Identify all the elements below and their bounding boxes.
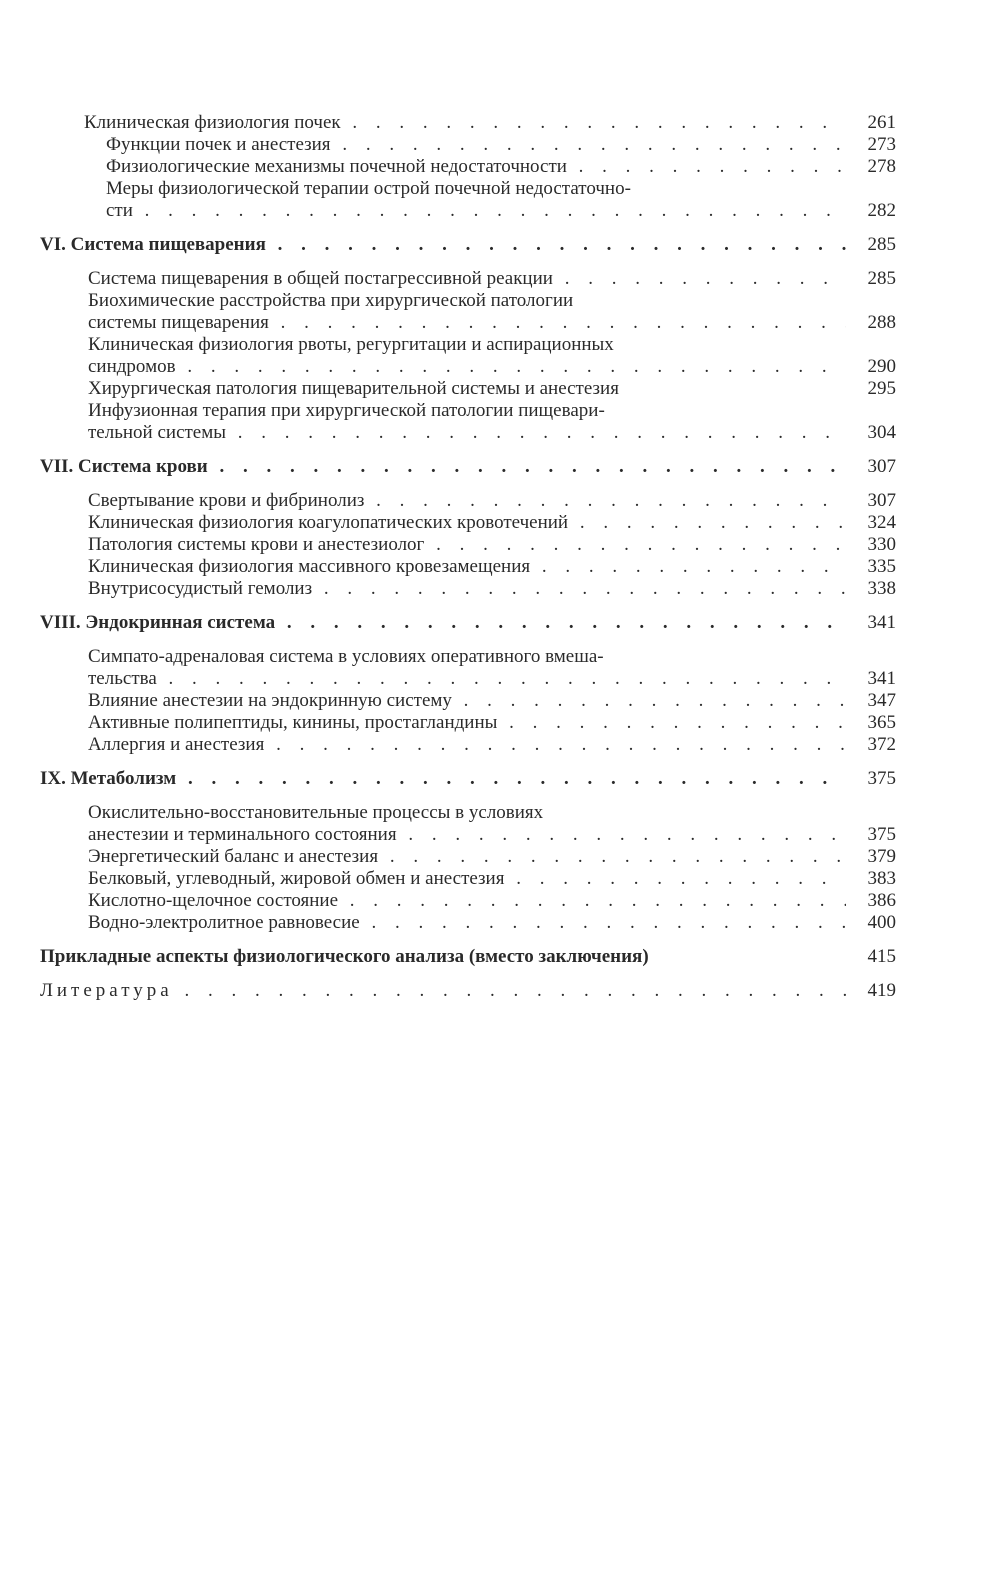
toc-entry-title: Патология системы крови и анестезиолог . . . bbox=[88, 534, 846, 556]
toc-chapter-page: 375 bbox=[867, 768, 896, 789]
toc-entry-page: 341 bbox=[867, 668, 896, 689]
toc-chapter[interactable] bbox=[40, 768, 896, 790]
toc-entry-title: анестезии и терминального состояния . . . bbox=[88, 824, 846, 846]
toc-entry-page: 273 bbox=[867, 134, 896, 155]
toc-entry[interactable] bbox=[40, 156, 896, 178]
toc-chapter-page: 341 bbox=[867, 612, 896, 633]
toc-chapter[interactable] bbox=[40, 612, 896, 634]
toc-chapter-title: VIII. Эндокринная система . . . bbox=[40, 612, 846, 634]
toc-entry[interactable] bbox=[40, 134, 896, 156]
toc-entry-page: 330 bbox=[867, 534, 896, 555]
toc-chapter-title: VII. Система крови . . . bbox=[40, 456, 846, 478]
toc-entry-page: 285 bbox=[867, 268, 896, 289]
toc-entry[interactable] bbox=[40, 200, 896, 222]
toc-entry-page: 304 bbox=[867, 422, 896, 443]
toc-entry[interactable] bbox=[40, 824, 896, 846]
toc-entry[interactable] bbox=[40, 534, 896, 556]
toc-entry-title: Водно-электролитное равновесие . . . bbox=[88, 912, 846, 934]
toc-entry-title: Свертывание крови и фибринолиз . . . bbox=[88, 490, 846, 512]
toc-entry-title-line: Меры физиологической терапии острой почечной недостаточно- bbox=[106, 178, 631, 199]
toc-entry-page: 383 bbox=[867, 868, 896, 889]
toc-entry-title: тельства . . . bbox=[88, 668, 846, 690]
toc-chapter-title: Прикладные аспекты физиологического анализа (вместо заключения) bbox=[40, 946, 649, 967]
toc-entry-page: 278 bbox=[867, 156, 896, 177]
toc-entry[interactable] bbox=[40, 556, 896, 578]
toc-entry-title: тельной системы . . . bbox=[88, 422, 846, 444]
toc-entry-title-line: Симпато-адреналовая система в условиях оперативного вмеша- bbox=[88, 646, 604, 667]
toc-entry-page: 365 bbox=[867, 712, 896, 733]
toc-chapter[interactable] bbox=[40, 456, 896, 478]
toc-entry-page: 307 bbox=[867, 490, 896, 511]
toc-entry-page: 400 bbox=[867, 912, 896, 933]
toc-chapter-title: IX. Метаболизм . . . bbox=[40, 768, 846, 790]
toc-entry-title: Литература . . . bbox=[40, 980, 846, 1002]
toc-entry[interactable] bbox=[40, 912, 896, 934]
toc-entry[interactable] bbox=[40, 490, 896, 512]
toc-entry-title-line: Биохимические расстройства при хирургической патологии bbox=[88, 290, 574, 311]
toc-entry[interactable] bbox=[40, 112, 896, 134]
toc-entry-title: синдромов . . . bbox=[88, 356, 846, 378]
toc-entry-title: Хирургическая патология пищеварительной системы и анестезия bbox=[88, 378, 619, 399]
toc-entry-title: Клиническая физиология почек . . . bbox=[84, 112, 846, 134]
toc-entry-title: Кислотно-щелочное состояние . . . bbox=[88, 890, 846, 912]
toc-entry-title: Активные полипептиды, кинины, простагландины . . . bbox=[88, 712, 846, 734]
toc-entry-literature[interactable] bbox=[40, 980, 896, 1002]
toc-entry[interactable] bbox=[40, 578, 896, 600]
toc-entry-page: 290 bbox=[867, 356, 896, 377]
toc-entry[interactable] bbox=[40, 312, 896, 334]
toc-entry-title: Внутрисосудистый гемолиз . . . bbox=[88, 578, 846, 600]
toc-entry-title: системы пищеварения . . . bbox=[88, 312, 846, 334]
toc-entry-page: 324 bbox=[867, 512, 896, 533]
toc-entry[interactable] bbox=[40, 734, 896, 756]
toc-entry[interactable] bbox=[40, 712, 896, 734]
toc-entry[interactable] bbox=[40, 846, 896, 868]
toc-entry-title: Система пищеварения в общей постагрессивной реакции . . . bbox=[88, 268, 846, 290]
toc-entry-page: 347 bbox=[867, 690, 896, 711]
toc-entry[interactable] bbox=[40, 890, 896, 912]
toc-chapter-page: 415 bbox=[867, 946, 896, 967]
toc-entry-page: 338 bbox=[867, 578, 896, 599]
toc-entry[interactable] bbox=[40, 868, 896, 890]
toc-chapter-page: 307 bbox=[867, 456, 896, 477]
toc-entry[interactable] bbox=[40, 356, 896, 378]
toc-entry[interactable] bbox=[40, 690, 896, 712]
toc-entry[interactable] bbox=[40, 668, 896, 690]
toc-entry-page: 335 bbox=[867, 556, 896, 577]
toc-entry[interactable] bbox=[40, 268, 896, 290]
table-of-contents bbox=[40, 112, 896, 1002]
toc-entry-title: Энергетический баланс и анестезия . . . bbox=[88, 846, 846, 868]
toc-entry-title-line: Инфузионная терапия при хирургической патологии пищевари- bbox=[88, 400, 605, 421]
toc-entry-title-line: Окислительно-восстановительные процессы в условиях bbox=[88, 802, 544, 823]
toc-chapter-page: 285 bbox=[867, 234, 896, 255]
toc-entry-title: Клиническая физиология массивного кровезамещения . . . bbox=[88, 556, 846, 578]
toc-entry-title: Клиническая физиология коагулопатических кровотечений . . . bbox=[88, 512, 846, 534]
toc-entry-page: 419 bbox=[867, 980, 896, 1001]
toc-entry-page: 386 bbox=[867, 890, 896, 911]
toc-entry[interactable] bbox=[40, 512, 896, 534]
toc-entry-title: Аллергия и анестезия . . . bbox=[88, 734, 846, 756]
toc-entry-title-line: Клиническая физиология рвоты, регургитации и аспирационных bbox=[88, 334, 614, 355]
toc-entry-page: 261 bbox=[867, 112, 896, 133]
toc-chapter[interactable] bbox=[40, 946, 896, 968]
toc-entry-title: сти . . . bbox=[106, 200, 846, 222]
toc-entry-page: 379 bbox=[867, 846, 896, 867]
toc-chapter[interactable] bbox=[40, 234, 896, 256]
toc-entry-title: Белковый, углеводный, жировой обмен и анестезия . . . bbox=[88, 868, 846, 890]
toc-entry-page: 295 bbox=[867, 378, 896, 399]
toc-entry-title: Физиологические механизмы почечной недостаточности . . . bbox=[106, 156, 846, 178]
toc-entry-page: 282 bbox=[867, 200, 896, 221]
toc-entry-title: Функции почек и анестезия . . . bbox=[106, 134, 846, 156]
toc-entry-title: Влияние анестезии на эндокринную систему . . . bbox=[88, 690, 846, 712]
toc-entry-page: 288 bbox=[867, 312, 896, 333]
toc-entry-page: 372 bbox=[867, 734, 896, 755]
toc-entry-page: 375 bbox=[867, 824, 896, 845]
toc-entry[interactable] bbox=[40, 422, 896, 444]
toc-chapter-title: VI. Система пищеварения . . . bbox=[40, 234, 846, 256]
toc-entry[interactable] bbox=[40, 378, 896, 400]
